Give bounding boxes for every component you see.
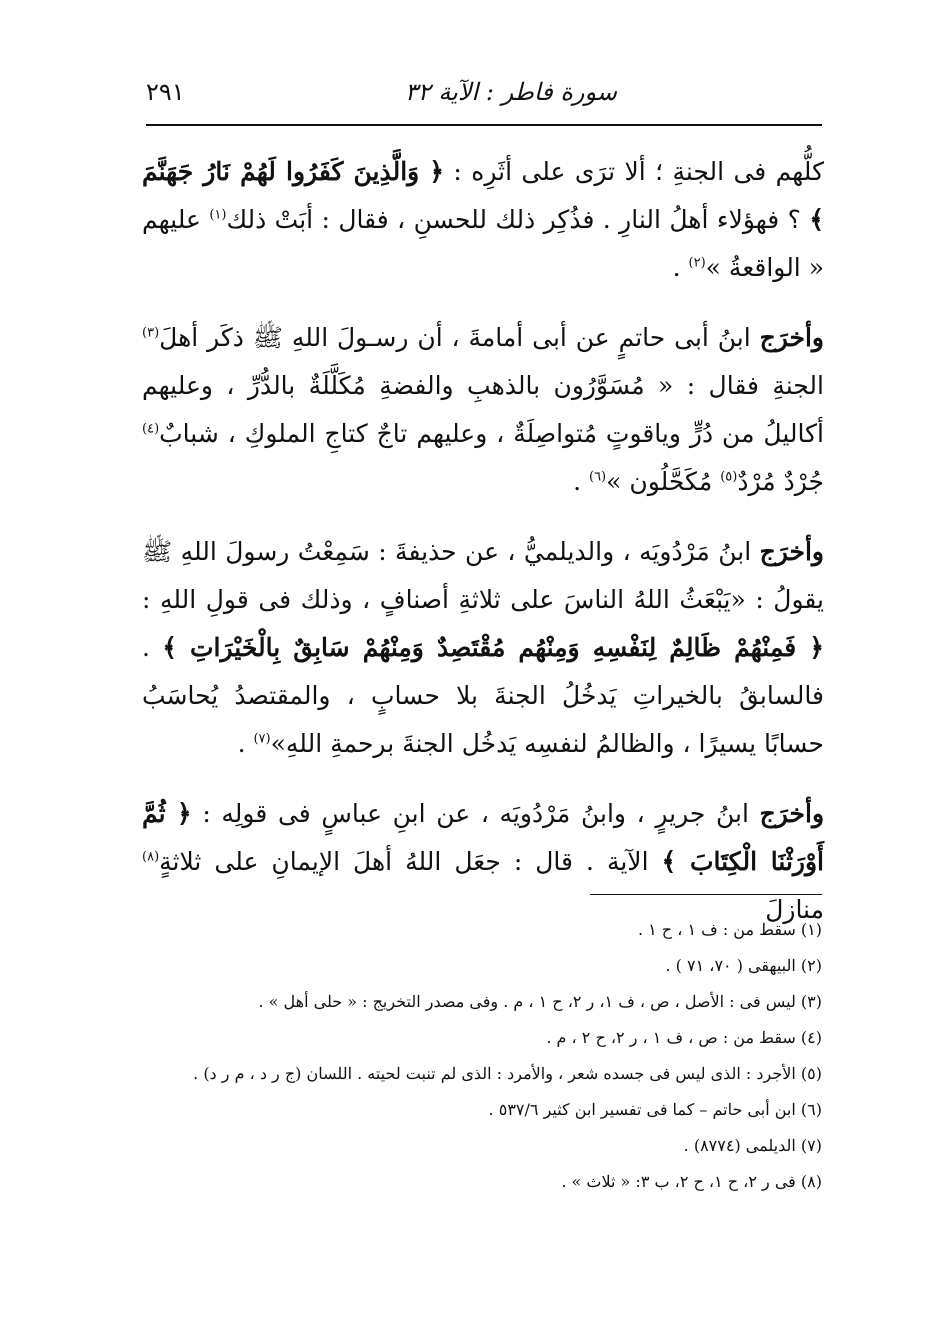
text-run: جُرْدٌ مُرْدٌ bbox=[737, 467, 824, 496]
main-text bbox=[142, 148, 824, 956]
text-run: . bbox=[237, 729, 254, 758]
text-run: . bbox=[672, 253, 689, 282]
paragraph-lead: وأخرَج bbox=[759, 537, 824, 566]
text-run: مُكَحَّلُون » bbox=[606, 467, 721, 496]
header-divider bbox=[146, 124, 822, 126]
paragraph-3 bbox=[142, 528, 824, 768]
footnote-2: (٢) البيهقى ( ٧٠، ٧١ ) . bbox=[665, 956, 822, 975]
text-run: ابنُ جريرٍ ، وابنُ مَرْدُويَه ، عن ابنِ عباسٍ فى قولِه : bbox=[191, 799, 760, 828]
paragraph-2 bbox=[142, 314, 824, 506]
footnote-7: (٧) الديلمى (٨٧٧٤) . bbox=[683, 1136, 822, 1155]
text-run: الآية . قال : جعَل اللهُ أهلَ الإيمانِ على ثلاثةٍ bbox=[159, 847, 662, 876]
text-run: عليهم « الواقعةُ » bbox=[142, 205, 824, 282]
quran-verse: ﴿ فَمِنْهُمْ ظَالِمٌ لِنَفْسِهِ وَمِنْهُم مُقْتَصِدٌ وَمِنْهُمْ سَابِقٌ بِالْخَيْرَاتِ ﴾ bbox=[162, 633, 824, 662]
footnote-ref-1: (١) bbox=[209, 207, 227, 223]
footnote-ref-3: (٣) bbox=[142, 325, 160, 341]
footnote-1: (١) سقط من : ف ١ ، ح ١ . bbox=[637, 920, 822, 939]
footnote-ref-5: (٥) bbox=[720, 469, 738, 485]
footnote-divider bbox=[590, 894, 822, 895]
text-run: . فالسابقُ بالخيراتِ يَدخُلُ الجنةَ بلا حسابٍ ، والمقتصدُ يُحاسَبُ حسابًا يسيرًا ، والظالمُ لنفسِه يَدخُل الجنةَ برحمةِ اللهِ» bbox=[142, 633, 824, 758]
footnote-3: (٣) ليس فى : الأصل ، ص ، ف ١، ر ٢، ح ١ ، م . وفى مصدر التخريج : « حلى أهل » . bbox=[258, 992, 822, 1011]
quran-verse: ﴿ وَالَّذِينَ كَفَرُوا لَهُمْ نَارُ جَهَنَّمَ ﴾ bbox=[142, 157, 824, 234]
text-run: . bbox=[573, 467, 589, 496]
footnote-ref-7: (٧) bbox=[253, 731, 271, 747]
footnote-ref-6: (٦) bbox=[588, 469, 607, 485]
text-run: ابنُ أبى حاتمٍ عن أبى أمامةَ ، أن رسـولَ اللهِ ﷺ ذكَر أهلَ bbox=[159, 323, 760, 352]
paragraph-lead: وأخرَج bbox=[759, 799, 825, 828]
text-run: الجنةِ فقال : « مُسَوَّرُون بالذهبِ والفضةِ مُكَلَّلَةٌ بالدُّرِّ ، وعليهم أكاليلُ من دُرٍّ وياقوتٍ مُتواصِلَةٌ ، وعليهم تاجٌ كتاجِ الملوكِ ، شبابٌ bbox=[142, 371, 824, 448]
footnote-5: (٥) الأجرد : الذى ليس فى جسده شعر ، والأمرد : الذى لم تنبت لحيته . اللسان (ج ر د ، م ر د) . bbox=[193, 1064, 822, 1083]
text-run: ابنُ مَرْدُويَه ، والديلميُّ ، عن حذيفةَ : سَمِعْتُ رسولَ اللهِ ﷺ يقولُ : «يَبْعَثُ اللهُ الناسَ على ثلاثةِ أصنافٍ ، وذلك فى قولِ اللهِ : bbox=[142, 537, 824, 614]
footnote-ref-8: (٨) bbox=[142, 849, 160, 865]
text-run: كلُّهم فى الجنةِ ؛ ألا ترَى على أثَرِه : bbox=[444, 157, 824, 186]
footnote-8: (٨) فى ر ٢، ح ١، ح ٢، ب ٣: « ثلاث » . bbox=[561, 1172, 822, 1191]
footnote-6: (٦) ابن أبى حاتم – كما فى تفسير ابن كثير ٥٣٧/٦ . bbox=[488, 1100, 822, 1119]
text-run: منازلَ bbox=[765, 895, 824, 924]
paragraph-lead: وأخرَج bbox=[759, 323, 824, 352]
footnote-ref-4: (٤) bbox=[142, 421, 160, 437]
text-run: ؟ فهؤلاء أهلُ النارِ . فذُكِر ذلك للحسنِ ، فقال : أبَتْ ذلك bbox=[226, 205, 810, 234]
quran-verse: ﴿ ثُمَّ أَوْرَثْنَا الْكِتَابَ ﴾ bbox=[142, 799, 824, 876]
page-number: ٢٩١ bbox=[146, 78, 185, 106]
page-header bbox=[146, 78, 822, 118]
paragraph-1 bbox=[142, 148, 824, 292]
footnotes bbox=[142, 912, 822, 1200]
running-title: سورة فاطر : الآية ٣٢ bbox=[404, 78, 617, 106]
footnote-4: (٤) سقط من : ص ، ف ١ ، ر ٢، ح ٢ ، م . bbox=[546, 1028, 822, 1047]
footnote-ref-2: (٢) bbox=[688, 255, 706, 271]
